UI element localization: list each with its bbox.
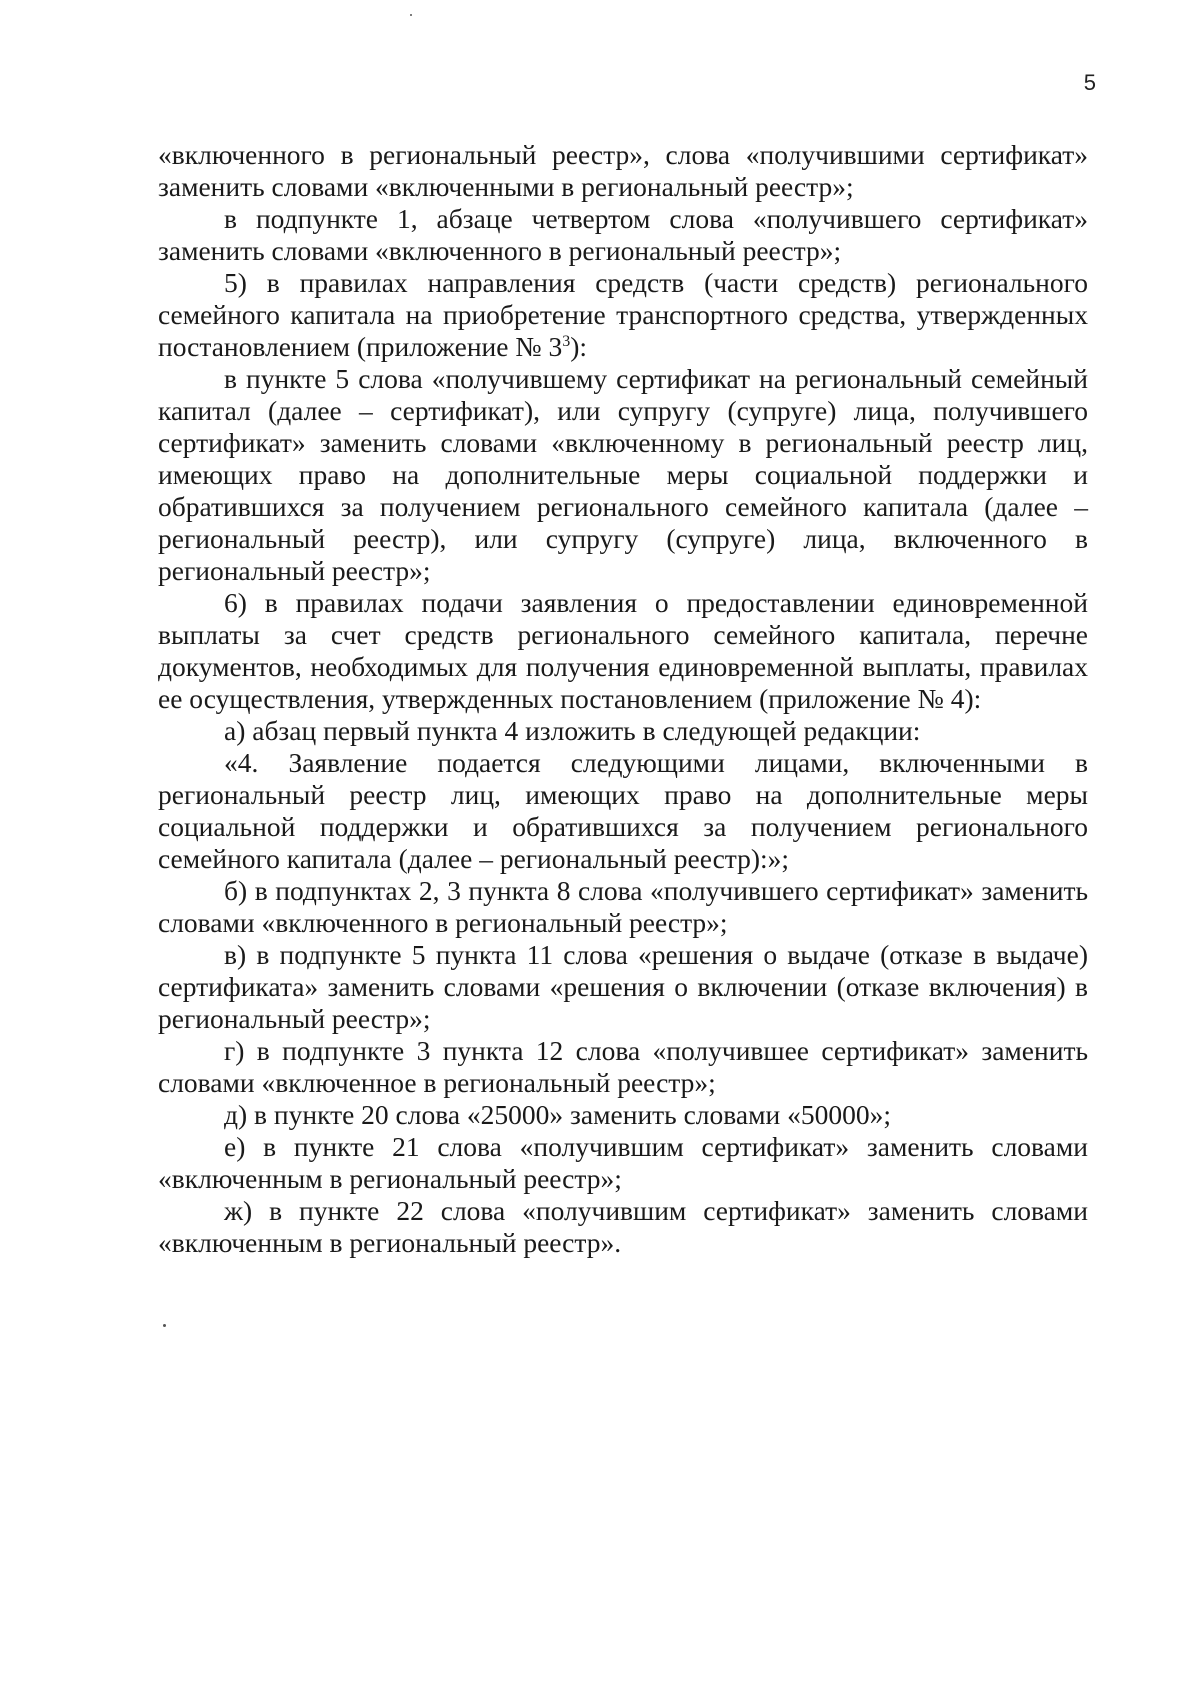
paragraph: а) абзац первый пункта 4 изложить в следующей редакции: [224, 715, 921, 746]
scan-speck [410, 14, 412, 16]
paragraph: г) в подпункте 3 пункта 12 слова «получившее сертификат» заменить словами «включенное в региональный реестр»; [158, 1035, 1088, 1098]
paragraph: в пункте 5 слова «получившему сертификат на региональный семейный капитал (далее – сертификат), или супругу (супруге) лица, получившего сертификат» заменить словами «включенному в региональный реестр лиц, имеющих право на дополнительные меры социальной поддержки и обратившихся за получением регионального семейного капитала (далее – региональный реестр), или супругу (супруге) лица, включенного в региональный реестр»; [158, 363, 1088, 586]
page-number: 5 [1083, 70, 1096, 95]
paragraph: 6) в правилах подачи заявления о предоставлении единовременной выплаты за счет средств регионального семейного капитала, перечне документов, необходимых для получения единовременной выплаты, правилах ее осуществления, утвержденных постановлением (приложение № 4): [158, 587, 1088, 714]
paragraph-text: 5) в правилах направления средств (части средств) регионального семейного капитала на приобретение транспортного средства, утвержденных постановлением (приложение № 3 [158, 267, 1088, 362]
paragraph: «включенного в региональный реестр», слова «получившими сертификат» заменить словами «включенными в региональный реестр»; [158, 139, 1088, 202]
paragraph-text: ): [570, 331, 588, 362]
paragraph: е) в пункте 21 слова «получившим сертификат» заменить словами «включенным в региональный реестр»; [158, 1131, 1088, 1194]
document-body [158, 139, 1088, 1259]
paragraph: д) в пункте 20 слова «25000» заменить словами «50000»; [224, 1099, 891, 1130]
superscript: 3 [562, 332, 571, 350]
paragraph: в) в подпункте 5 пункта 11 слова «решения о выдаче (отказе в выдаче) сертификата» заменить словами «решения о включении (отказе включения) в региональный реестр»; [158, 939, 1088, 1034]
paragraph: «4. Заявление подается следующими лицами, включенными в региональный реестр лиц, имеющих право на дополнительные меры социальной поддержки и обратившихся за получением регионального семейного капитала (далее – региональный реестр):»; [158, 747, 1088, 874]
scan-speck [163, 1324, 166, 1327]
paragraph [158, 267, 1088, 363]
paragraph: в подпункте 1, абзаце четвертом слова «получившего сертификат» заменить словами «включенного в региональный реестр»; [158, 203, 1088, 266]
paragraph: ж) в пункте 22 слова «получившим сертификат» заменить словами «включенным в региональный реестр». [158, 1195, 1088, 1258]
paragraph: б) в подпунктах 2, 3 пункта 8 слова «получившего сертификат» заменить словами «включенного в региональный реестр»; [158, 875, 1088, 938]
